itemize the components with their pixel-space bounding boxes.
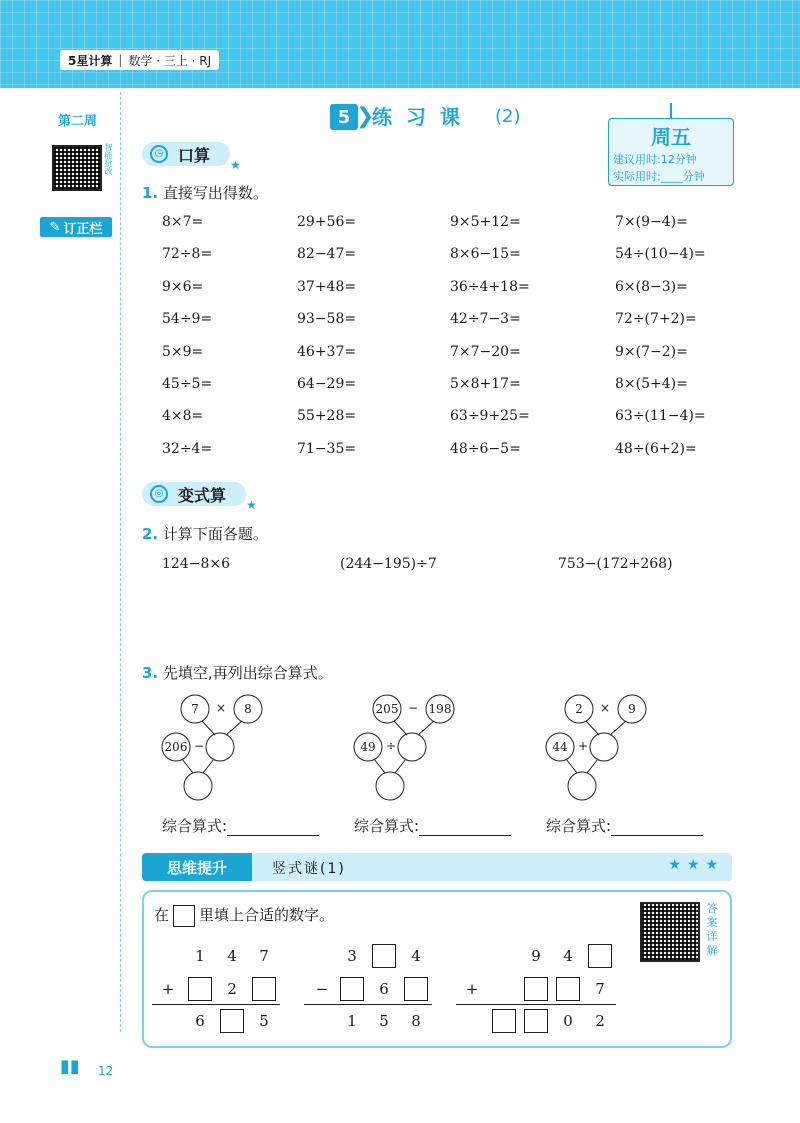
operator: +	[465, 980, 479, 998]
lesson-number: 5	[330, 104, 358, 130]
section-variant	[142, 482, 246, 506]
combo-label: 综合算式:	[354, 817, 420, 835]
digit: 5	[259, 1012, 269, 1030]
sample-box-icon	[173, 905, 195, 927]
calc-item: (244−195)÷7	[340, 556, 437, 572]
oral-item: 4×8=	[162, 408, 204, 425]
digit: 2	[227, 980, 237, 998]
oral-item: 93−58=	[297, 311, 357, 328]
oral-item: 5×8+17=	[450, 376, 521, 392]
q3-number: 3.	[142, 664, 159, 682]
thinking-tag: 思维提升	[142, 853, 252, 881]
day-card	[608, 118, 734, 186]
subject-label: 数学 · 三上 · RJ	[128, 53, 212, 68]
digit: 2	[595, 1012, 605, 1030]
calc-item: 124−8×6	[162, 556, 230, 572]
combo-formula-row	[354, 815, 511, 836]
oral-item: 8×7=	[162, 214, 204, 230]
tree-op-1: −	[408, 701, 419, 715]
oral-item: 9×6=	[162, 278, 204, 295]
digit: 9	[531, 947, 541, 965]
digit: 1	[347, 1012, 357, 1030]
oral-item: 82−47=	[297, 246, 357, 263]
operation-tree	[544, 694, 664, 804]
tree-node-a: 205	[375, 702, 399, 716]
oral-item: 48÷6−5=	[450, 440, 521, 457]
q2-number: 2.	[142, 525, 159, 543]
digit: 6	[379, 980, 389, 998]
difficulty-stars: ★★★	[668, 857, 724, 873]
oral-item: 55+28=	[297, 408, 357, 425]
tree-node-b: 9	[628, 702, 636, 716]
tree-node-b: 198	[428, 702, 452, 716]
puzzle-instr-before: 在	[154, 906, 170, 924]
lesson-subtitle: (2)	[495, 106, 521, 127]
fix-column-tag	[40, 217, 112, 237]
oral-item: 63÷9+25=	[450, 408, 530, 425]
combo-label: 综合算式:	[546, 817, 612, 835]
answer-box[interactable]	[588, 944, 612, 968]
q3-text: 先填空,再列出综合算式。	[162, 664, 333, 682]
combo-blank[interactable]	[611, 822, 703, 836]
tree-op-2: ÷	[386, 739, 397, 753]
sum-line	[152, 1004, 280, 1005]
digit: 6	[195, 1012, 205, 1030]
operation-tree	[352, 694, 472, 804]
tree-op-1: ×	[600, 701, 611, 715]
oral-item: 7×(9−4)=	[615, 214, 688, 230]
sum-line	[456, 1004, 616, 1005]
answer-box[interactable]	[252, 977, 276, 1001]
q1-title	[142, 182, 268, 203]
digit: 3	[347, 947, 357, 965]
tree-node-a: 2	[575, 702, 583, 716]
thinking-topic: 竖式谜(1)	[272, 861, 346, 877]
answer-box[interactable]	[524, 1009, 548, 1033]
header-band	[0, 0, 800, 88]
q2-title	[142, 523, 268, 544]
q1-number: 1.	[142, 184, 159, 202]
puzzle-instruction	[154, 904, 334, 927]
oral-item: 48÷(6+2)=	[615, 440, 697, 457]
digit: 1	[195, 947, 205, 965]
answer-box[interactable]	[340, 977, 364, 1001]
hanger-icon	[661, 103, 681, 119]
tree-op-1: ×	[216, 701, 227, 715]
oral-item: 71−35=	[297, 440, 357, 457]
oral-item: 9×(7−2)=	[615, 343, 688, 360]
oral-item: 8×(5+4)=	[615, 376, 688, 392]
operator: −	[315, 980, 329, 998]
series-tag	[60, 50, 219, 70]
digit: 0	[563, 1012, 573, 1030]
oral-item: 29+56=	[297, 214, 357, 230]
section-oral-label: 口算	[178, 145, 211, 165]
calc-item: 753−(172+268)	[558, 556, 673, 572]
oral-item: 72÷8=	[162, 246, 213, 263]
answer-box[interactable]	[492, 1009, 516, 1033]
digit: 4	[411, 947, 421, 965]
oral-item: 5×9=	[162, 343, 204, 360]
tree-node-c: 49	[360, 740, 376, 754]
stopwatch-icon: ◷	[150, 145, 168, 163]
suggest-time: 建议用时:12分钟	[613, 153, 697, 166]
tree-node-c: 44	[552, 740, 568, 754]
star-icon: ★	[230, 158, 241, 172]
qr-code-icon[interactable]	[640, 902, 700, 962]
star-icon: ★	[246, 498, 257, 512]
oral-item: 9×5+12=	[450, 214, 521, 230]
qr-caption: 智能批改	[104, 143, 113, 175]
binding-line	[120, 92, 121, 1032]
oral-item: 46+37=	[297, 343, 357, 360]
answer-box[interactable]	[188, 977, 212, 1001]
puzzle-instr-after: 里填上合适的数字。	[199, 906, 335, 924]
combo-blank[interactable]	[419, 822, 511, 836]
oral-item: 45÷5=	[162, 376, 213, 392]
week-label: 第二周	[58, 114, 98, 129]
day-title: 周五	[651, 125, 691, 149]
chevron-right-icon: ❯	[356, 104, 375, 129]
digit: 4	[227, 947, 237, 965]
lesson-title: 练习课	[372, 105, 474, 129]
answer-qr-caption: 答案详解	[706, 902, 718, 957]
oral-item: 54÷9=	[162, 311, 213, 328]
tree-node-a: 7	[191, 702, 199, 716]
q3-title	[142, 662, 333, 683]
tree-node-b: 8	[244, 702, 252, 716]
combo-label: 综合算式:	[162, 817, 228, 835]
q1-text: 直接写出得数。	[162, 184, 268, 202]
oral-item: 64−29=	[297, 376, 357, 392]
digit: 7	[595, 980, 605, 998]
actual-time[interactable]: 实际用时:____分钟	[613, 170, 705, 183]
digit: 5	[379, 1012, 389, 1030]
oral-item: 36÷4+18=	[450, 278, 530, 295]
combo-formula-row	[546, 815, 703, 836]
brand-label: 5星计算	[68, 53, 113, 68]
section-variant-label: 变式算	[178, 485, 227, 505]
answer-box[interactable]	[404, 977, 428, 1001]
header-separator: |	[118, 53, 123, 67]
oral-item: 42÷7−3=	[450, 311, 521, 328]
combo-formula-row	[162, 815, 319, 836]
section-oral	[142, 142, 230, 166]
digit: 4	[563, 947, 573, 965]
digit: 7	[259, 947, 269, 965]
oral-item: 6×(8−3)=	[615, 278, 688, 295]
qr-code-icon[interactable]	[52, 145, 102, 191]
fix-column-label: 订正栏	[63, 221, 103, 237]
tree-op-2: −	[194, 739, 205, 753]
oral-item: 63÷(11−4)=	[615, 408, 706, 425]
oral-item: 7×7−20=	[450, 343, 521, 360]
answer-box[interactable]	[556, 977, 580, 1001]
answer-box[interactable]	[524, 977, 548, 1001]
oral-item: 32÷4=	[162, 440, 213, 457]
page-number: 12	[98, 1064, 114, 1078]
difference-line	[304, 1004, 432, 1005]
operator: +	[161, 980, 175, 998]
oral-item: 72÷(7+2)=	[615, 311, 697, 328]
books-icon: ▮▮	[60, 1056, 80, 1077]
tree-node-c: 206	[164, 740, 188, 754]
answer-box[interactable]	[372, 944, 396, 968]
combo-blank[interactable]	[227, 822, 319, 836]
oral-item: 37+48=	[297, 278, 357, 295]
oral-item: 54÷(10−4)=	[615, 246, 706, 263]
digit: 8	[411, 1012, 421, 1030]
target-icon: ◎	[150, 485, 168, 503]
tree-op-2: +	[578, 739, 589, 753]
thinking-bar	[142, 853, 732, 881]
oral-item: 8×6−15=	[450, 246, 521, 263]
q2-text: 计算下面各题。	[162, 525, 268, 543]
answer-box[interactable]	[220, 1009, 244, 1033]
pencil-icon: ✎	[49, 219, 61, 235]
operation-tree	[160, 694, 280, 804]
